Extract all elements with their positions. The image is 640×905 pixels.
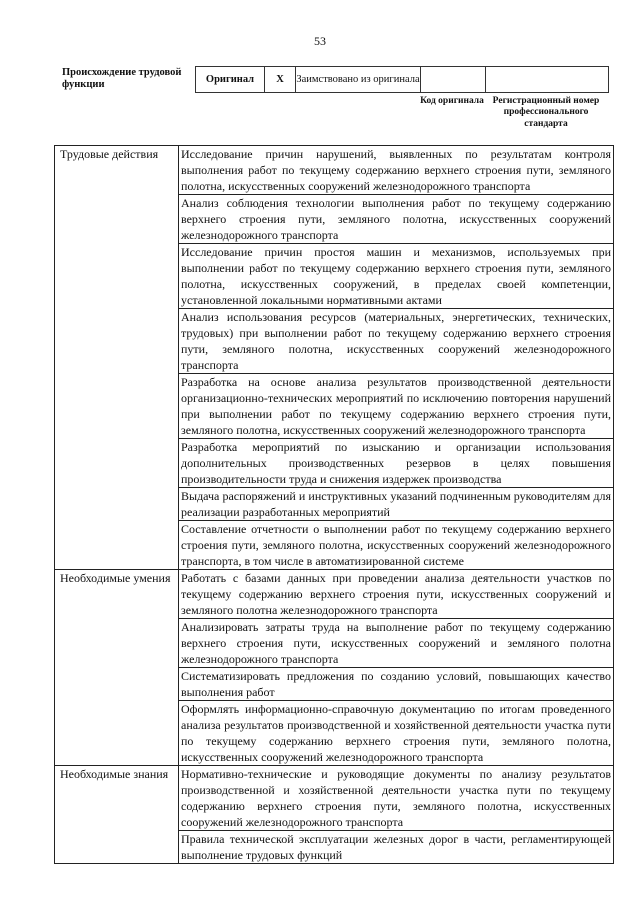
code-cell [421, 67, 486, 93]
borrowed-cell: Заимствовано из оригинала [296, 67, 421, 93]
table-cell: Правила технической эксплуатации железных дорог в части, регламентирующей выполнение трудовых функций [179, 831, 614, 864]
table-cell: Анализировать затраты труда на выполнение работ по текущему содержанию верхнего строения пути, искусственных сооружений и земляного полотна железнодорожного транспорта [179, 619, 614, 668]
code-label: Код оригинала [420, 96, 484, 106]
page-number: 53 [314, 34, 326, 48]
table-cell: Составление отчетности о выполнении работ по текущему содержанию верхнего строения пути, земляного полотна, искусственных сооружений железнодорожного транспорта, в том числе в автоматизированной системе [179, 521, 614, 570]
table-row [55, 766, 614, 831]
reg-number-cell [486, 67, 609, 93]
table-cell: Разработка на основе анализа результатов производственной деятельности организационно-технических мероприятий по исключению повторения нарушений при выполнении работ по текущему содержанию верхнего строения пути, земляного полотна, искусственных сооружений железнодорожного транспорта [179, 374, 614, 439]
function-table [54, 145, 614, 864]
original-mark: X [265, 67, 296, 93]
original-cell: Оригинал [196, 67, 265, 93]
table-cell: Работать с базами данных при проведении анализа деятельности участков по текущему содержанию верхнего строения пути, искусственных сооружений и земляного полотна железнодорожного транспорта [179, 570, 614, 619]
table-cell: Выдача распоряжений и инструктивных указаний подчиненным руководителям для реализации разработанных мероприятий [179, 488, 614, 521]
table-row [55, 146, 614, 195]
origin-table [195, 66, 609, 93]
table-cell: Анализ соблюдения технологии выполнения работ по текущему содержанию верхнего строения пути, земляного полотна, искусственных сооружений железнодорожного транспорта [179, 195, 614, 244]
table-row [55, 570, 614, 619]
origin-label: Происхождение трудовой функции [62, 67, 182, 91]
section-title: Трудовые действия [55, 146, 179, 570]
table-cell: Исследование причин нарушений, выявленных по результатам контроля выполнения работ по текущему содержанию верхнего строения пути, земляного полотна, искусственных сооружений железнодорожного транспорта [179, 146, 614, 195]
section-title: Необходимые умения [55, 570, 179, 766]
table-cell: Исследование причин простоя машин и механизмов, используемых при выполнении работ по текущему содержанию верхнего строения пути, земляного полотна, искусственных сооружений, в пределах своей компетенции, установленной локальными нормативными актами [179, 244, 614, 309]
table-cell: Оформлять информационно-справочную документацию по итогам проведенного анализа результатов производственной и хозяйственной деятельности участка пути по текущему содержанию верхнего строения пути, земляного полотна, искусственных сооружений железнодорожного транспорта [179, 701, 614, 766]
table-cell: Систематизировать предложения по созданию условий, повышающих качество выполнения работ [179, 668, 614, 701]
table-cell: Разработка мероприятий по изысканию и организации использования дополнительных производственных резервов в целях повышения производительности труда и снижения издержек производства [179, 439, 614, 488]
table-cell: Анализ использования ресурсов (материальных, энергетических, технических, трудовых) при выполнении работ по текущему содержанию верхнего строения пути, земляного полотна, искусственных сооружений железнодорожного транспорта [179, 309, 614, 374]
table-cell: Нормативно-технические и руководящие документы по анализу результатов производственной и хозяйственной деятельности участка пути по текущему содержанию верхнего строения пути, земляного полотна, искусственных сооружений железнодорожного транспорта [179, 766, 614, 831]
reg-number-label: Регистрационный номер профессионального стандарта [492, 96, 600, 129]
section-title: Необходимые знания [55, 766, 179, 864]
